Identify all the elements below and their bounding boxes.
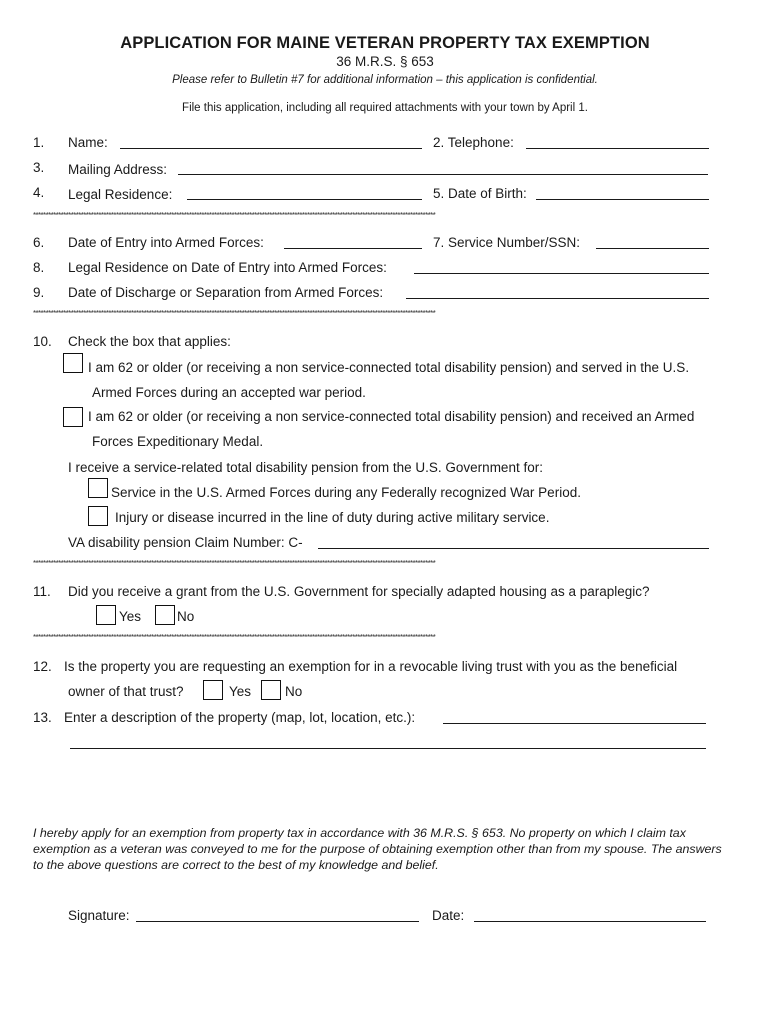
q11-number: 11. [33, 584, 51, 599]
line-of-duty-disability-checkbox[interactable] [88, 506, 108, 526]
q12-label-cont: owner of that trust? [68, 684, 184, 699]
line-of-duty-disability-text: Injury or disease incurred in the line of duty during active military service. [115, 510, 550, 525]
signature-date-label: Date: [432, 908, 465, 923]
mailing-address-field[interactable] [178, 162, 708, 175]
housing-grant-no-label: No [177, 609, 195, 624]
legal-residence-label: Legal Residence: [68, 187, 173, 202]
service-number-field[interactable] [596, 236, 709, 249]
name-label: Name: [68, 135, 108, 150]
declaration-statement: I hereby apply for an exemption from property tax in accordance with 36 M.R.S. § 653. No property on which I claim tax exemption as a veteran was conveyed to me for the purpose of obtaining exemption other than from my spouse. The answers to the above questions are correct to the best of my knowledge and belief. [33, 826, 722, 872]
q12-label: Is the property you are requesting an exemption for in a revocable living trust with you as the beneficial [64, 659, 678, 674]
expeditionary-medal-checkbox[interactable] [63, 407, 83, 427]
discharge-date-label: Date of Discharge or Separation from Armed Forces: [68, 285, 384, 300]
separator: **************************************************************************************************************************************************************** [33, 634, 436, 642]
property-description-field-line2[interactable] [70, 736, 706, 749]
housing-grant-no-checkbox[interactable] [155, 605, 175, 625]
entry-date-label: Date of Entry into Armed Forces: [68, 235, 264, 250]
entry-date-field[interactable] [284, 236, 422, 249]
war-service-disability-text: Service in the U.S. Armed Forces during any Federally recognized War Period. [111, 485, 581, 500]
war-service-disability-checkbox[interactable] [88, 478, 108, 498]
date-of-birth-label: 5. Date of Birth: [433, 186, 527, 201]
q11-label: Did you receive a grant from the U.S. Government for specially adapted housing as a paraplegic? [68, 584, 650, 599]
housing-grant-yes-label: Yes [119, 609, 142, 624]
war-period-checkbox[interactable] [63, 353, 83, 373]
war-period-option-text-cont: Armed Forces during an accepted war period. [92, 385, 366, 400]
separator: **************************************************************************************************************************************************************** [33, 310, 436, 318]
form-title: APPLICATION FOR MAINE VETERAN PROPERTY TAX EXEMPTION [120, 34, 650, 52]
separator: **************************************************************************************************************************************************************** [33, 560, 436, 568]
property-description-field[interactable] [443, 711, 706, 724]
signature-date-field[interactable] [474, 909, 706, 922]
entry-residence-field[interactable] [414, 261, 709, 274]
claim-number-label: VA disability pension Claim Number: C- [68, 535, 303, 550]
service-number-label: 7. Service Number/SSN: [433, 235, 581, 250]
separator: **************************************************************************************************************************************************************** [33, 212, 436, 220]
legal-residence-field[interactable] [187, 187, 422, 200]
disability-pension-intro: I receive a service-related total disability pension from the U.S. Government for: [68, 460, 543, 475]
war-period-option-text: I am 62 or older (or receiving a non service-connected total disability pension) and served in the U.S. [88, 360, 690, 375]
expeditionary-medal-option-text: I am 62 or older (or receiving a non service-connected total disability pension) and received an Armed [88, 409, 695, 424]
q10-number: 10. [33, 334, 52, 349]
q1-number: 1. [33, 135, 45, 150]
q3-number: 3. [33, 160, 45, 175]
q6-number: 6. [33, 235, 45, 250]
claim-number-field[interactable] [318, 536, 709, 549]
living-trust-no-checkbox[interactable] [261, 680, 281, 700]
q12-number: 12. [33, 659, 52, 674]
name-field[interactable] [120, 136, 422, 149]
filing-instruction: File this application, including all required attachments with your town by April 1. [182, 102, 588, 114]
living-trust-yes-label: Yes [229, 684, 252, 699]
discharge-date-field[interactable] [406, 286, 709, 299]
living-trust-yes-checkbox[interactable] [203, 680, 223, 700]
housing-grant-yes-checkbox[interactable] [96, 605, 116, 625]
confidential-notice: Please refer to Bulletin #7 for additional information – this application is confidential. [172, 74, 598, 86]
q9-number: 9. [33, 285, 45, 300]
entry-residence-label: Legal Residence on Date of Entry into Armed Forces: [68, 260, 387, 275]
living-trust-no-label: No [285, 684, 303, 699]
date-of-birth-field[interactable] [536, 187, 709, 200]
q13-number: 13. [33, 710, 52, 725]
property-description-label: Enter a description of the property (map, lot, location, etc.): [64, 710, 416, 725]
telephone-label: 2. Telephone: [433, 135, 514, 150]
q10-label: Check the box that applies: [68, 334, 231, 349]
expeditionary-medal-option-text-cont: Forces Expeditionary Medal. [92, 434, 264, 449]
telephone-field[interactable] [526, 136, 709, 149]
signature-label: Signature: [68, 908, 130, 923]
mailing-address-label: Mailing Address: [68, 162, 168, 177]
statute-reference: 36 M.R.S. § 653 [336, 54, 434, 69]
q8-number: 8. [33, 260, 45, 275]
signature-field[interactable] [136, 909, 419, 922]
q4-number: 4. [33, 185, 45, 200]
